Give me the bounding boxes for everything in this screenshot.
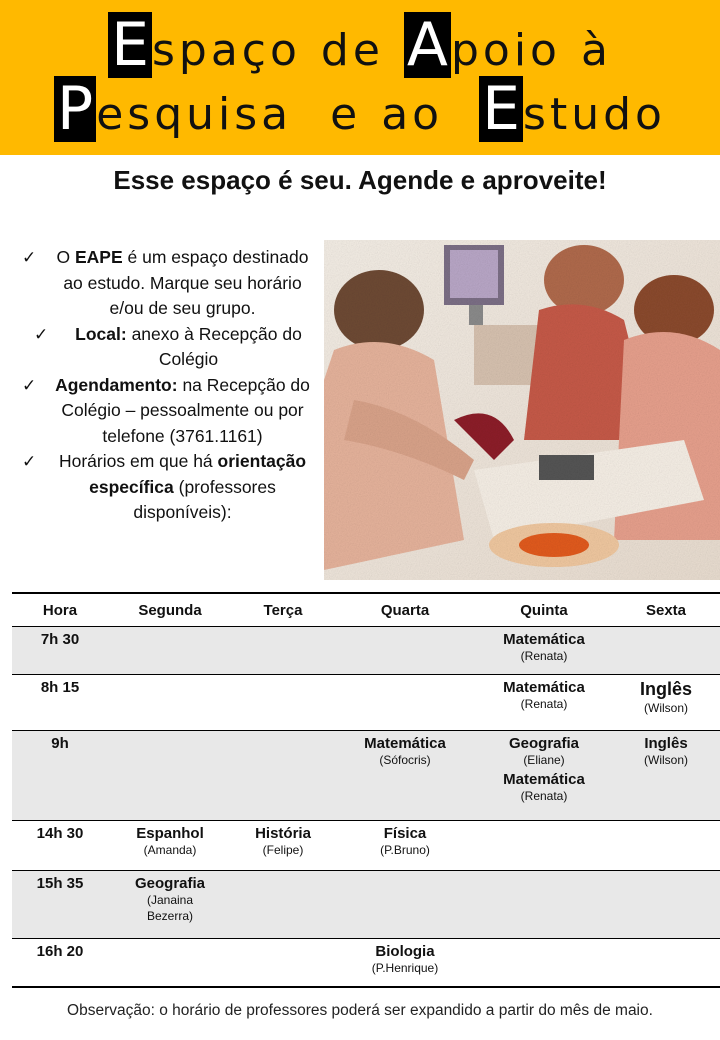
info-item-agendamento: ✓ Agendamento: na Recepção do Colégio – pessoalmente ou por telefone (3761.1161) (22, 374, 310, 446)
checkmark-icon: ✓ (34, 324, 49, 344)
hour-cell: 15h 35 (12, 871, 108, 939)
students-photo (324, 240, 720, 580)
title-word: E spaço (108, 12, 301, 78)
teacher-name: (Renata) (520, 697, 568, 711)
hour-cell: 7h 30 (12, 627, 108, 675)
subject-name: História (255, 825, 311, 842)
teacher-name: (Amanda) (143, 843, 197, 857)
teacher-name: (P.Henrique) (371, 961, 439, 975)
hour-cell: 16h 20 (12, 939, 108, 987)
schedule-cell (334, 627, 476, 675)
schedule-cell (108, 821, 232, 871)
title-word: P esquisa (54, 76, 292, 142)
subject-name: Matemática (503, 631, 585, 648)
subject-name: Biologia (375, 943, 435, 960)
table-row (12, 731, 720, 821)
schedule-cell (476, 731, 612, 821)
schedule-cell (334, 871, 476, 939)
checkmark-icon: ✓ (22, 248, 37, 267)
subject-name: Geografia (134, 875, 206, 892)
checkmark-icon: ✓ (22, 452, 37, 471)
subject-name: Inglês (644, 735, 688, 752)
schedule-cell (334, 939, 476, 987)
schedule-cell (334, 821, 476, 871)
schedule-cell (612, 731, 720, 821)
title-banner (0, 0, 720, 155)
title-word: e (330, 89, 362, 140)
schedule-cell (232, 939, 334, 987)
table-row (12, 821, 720, 871)
table-row (12, 939, 720, 987)
schedule-cell (334, 675, 476, 731)
checkmark-icon: ✓ (22, 375, 37, 395)
schedule-cell (232, 871, 334, 939)
teacher-name: (Sófocris) (379, 753, 431, 767)
table-row (12, 627, 720, 675)
hour-cell: 14h 30 (12, 821, 108, 871)
footnote: Observação: o horário de professores poderá ser expandido a partir do mês de maio. (67, 1002, 653, 1019)
subject-name: Espanhol (136, 825, 204, 842)
info-item-horarios: ✓ Horários em que há orientação específica (professores disponíveis): (22, 451, 307, 522)
schedule-cell (476, 675, 612, 731)
title-line-1 (0, 8, 720, 78)
schedule-table (12, 592, 720, 988)
title-word: E studo (479, 76, 666, 142)
header-cell: Segunda (108, 593, 232, 627)
schedule-cell (232, 821, 334, 871)
schedule-cell (232, 627, 334, 675)
table-row (12, 871, 720, 939)
subject-name: Matemática (364, 735, 446, 752)
info-list (10, 245, 315, 526)
subject-name: Física (383, 825, 427, 842)
title-word: A poio (404, 12, 561, 78)
hour-cell: 8h 15 (12, 675, 108, 731)
schedule-cell (476, 627, 612, 675)
teacher-name: (Eliane) (523, 753, 565, 767)
subject-name: Geografia (508, 735, 580, 752)
subject-name: Matemática (503, 679, 585, 696)
schedule-cell (612, 871, 720, 939)
teacher-name: (P.Bruno) (380, 843, 430, 857)
schedule-cell (334, 731, 476, 821)
subject-name: Matemática (503, 771, 585, 788)
teacher-name: (Janaina Bezerra) (146, 893, 194, 923)
schedule-cell (476, 821, 612, 871)
header-cell: Quarta (334, 593, 476, 627)
schedule-cell (612, 627, 720, 675)
teacher-name: (Renata) (520, 649, 568, 663)
teacher-name: (Felipe) (262, 843, 304, 857)
hour-cell: 9h (12, 731, 108, 821)
header-cell: Hora (12, 593, 108, 627)
schedule-cell (108, 731, 232, 821)
info-item-local: ✓ Local: anexo à Recepção do Colégio (34, 323, 302, 369)
schedule-cell (108, 871, 232, 939)
header-cell: Terça (232, 593, 334, 627)
schedule-cell (476, 871, 612, 939)
title-line-2 (0, 72, 720, 142)
schedule-cell (232, 731, 334, 821)
schedule-cell (476, 939, 612, 987)
schedule-cell (108, 675, 232, 731)
subtitle: Esse espaço é seu. Agende e aproveite! (113, 165, 607, 195)
schedule-cell (612, 821, 720, 871)
schedule-cell (612, 939, 720, 987)
schedule-cell (108, 627, 232, 675)
teacher-name: (Wilson) (644, 701, 688, 715)
header-cell: Sexta (612, 593, 720, 627)
title-word: de (320, 25, 384, 76)
info-item-eape: ✓ O EAPE é um espaço destinado ao estudo. Marque seu horário e/ou de seu grupo. (22, 247, 309, 318)
schedule-cell (232, 675, 334, 731)
table-row (12, 675, 720, 731)
teacher-name: (Renata) (520, 789, 568, 803)
schedule-body (12, 627, 720, 987)
title-word: à (580, 25, 612, 76)
teacher-name: (Wilson) (644, 753, 688, 767)
schedule-header-row (12, 593, 720, 627)
subject-name: Inglês (639, 679, 692, 699)
header-cell: Quinta (476, 593, 612, 627)
title-word: ao (381, 89, 444, 140)
schedule-cell (612, 675, 720, 731)
schedule-cell (108, 939, 232, 987)
